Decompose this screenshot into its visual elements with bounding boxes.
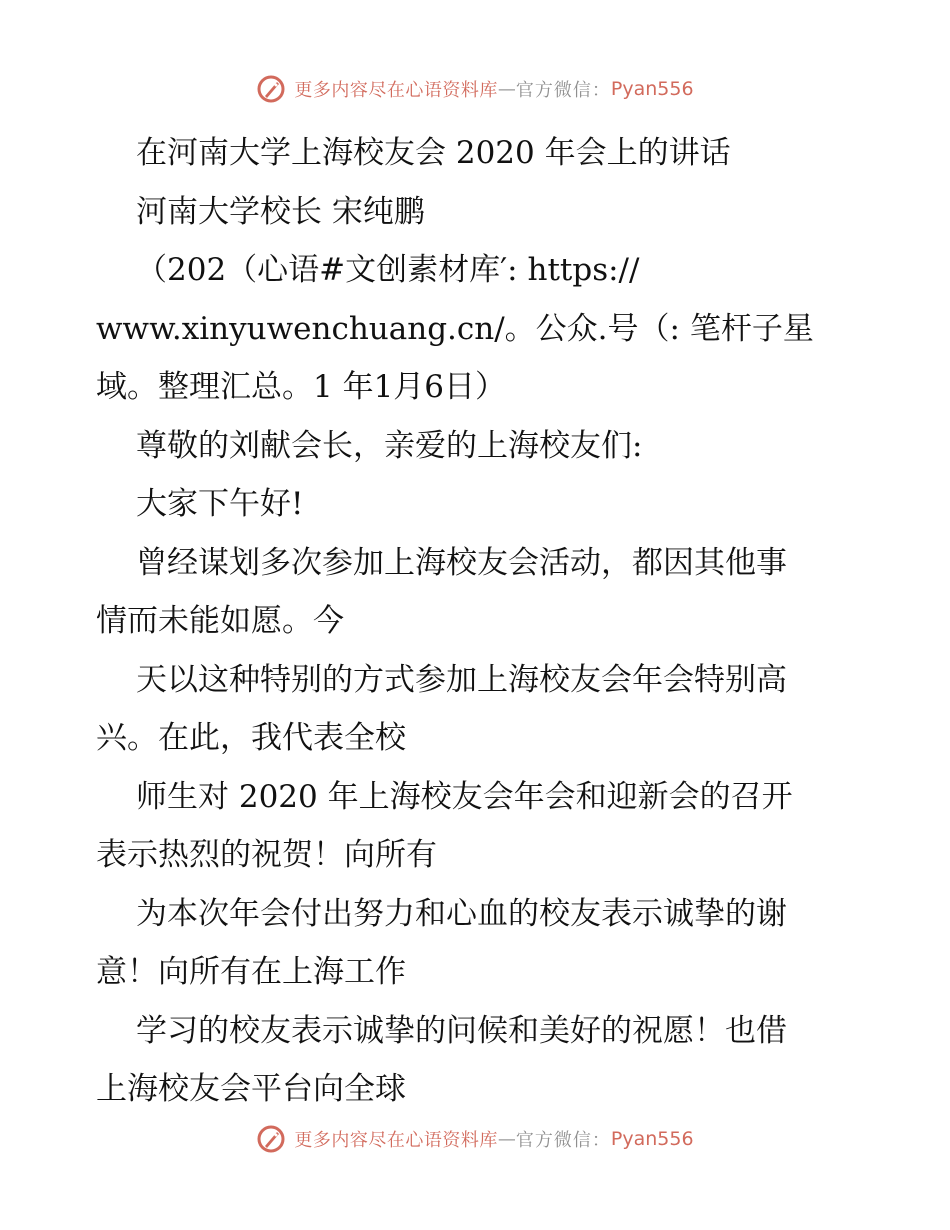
- watermark-main-text: 更多内容尽在心语资料库: [294, 80, 498, 101]
- document-line: 学习的校友表示诚挚的问候和美好的祝愿！也借: [136, 1012, 787, 1049]
- watermark-official-label: 官方微信：: [515, 1130, 611, 1151]
- document-line: 尊敬的刘献会长，亲爱的上海校友们:: [136, 427, 643, 464]
- document-line: 大家下午好!: [136, 486, 304, 522]
- document-line: 意！向所有在上海工作: [96, 954, 406, 990]
- watermark-wechat-id: Pyan556: [610, 78, 694, 100]
- pen-nib-logo-icon: [256, 74, 286, 104]
- document-line: （202（心语#文创素材库′: https://: [136, 252, 640, 288]
- document-line: 曾经谋划多次参加上海校友会活动，都因其他事: [136, 544, 787, 581]
- document-line: 天以这种特别的方式参加上海校友会年会特别高: [136, 661, 787, 698]
- pen-nib-logo-icon: [256, 1124, 286, 1154]
- watermark-header: [0, 72, 950, 106]
- document-line: 表示热烈的祝贺！向所有: [96, 837, 437, 873]
- document-line: 在河南大学上海校友会 2020 年会上的讲话: [136, 135, 731, 171]
- document-line: 河南大学校长 宋纯鹏: [136, 193, 425, 230]
- watermark-main-text: 更多内容尽在心语资料库: [294, 1130, 498, 1151]
- document-line: 为本次年会付出努力和心血的校友表示诚挚的谢: [136, 895, 787, 932]
- document-line: 情而未能如愿。今: [96, 603, 344, 639]
- watermark-official-label: 官方微信：: [515, 80, 611, 101]
- document-line: www.xinyuwenchuang.cn/。公众.号（: 笔杆子星: [96, 310, 814, 347]
- document-line: 师生对 2020 年上海校友会年会和迎新会的召开: [136, 778, 793, 815]
- document-line: 上海校友会平台向全球: [96, 1071, 406, 1107]
- watermark-dash: —: [497, 78, 516, 100]
- watermark-dash: —: [497, 1128, 516, 1150]
- document-line: 域。整理汇总。1 年1月6日）: [96, 369, 507, 405]
- watermark-wechat-id: Pyan556: [610, 1128, 694, 1150]
- watermark-footer: [0, 1122, 950, 1156]
- document-line: 兴。在此，我代表全校: [96, 720, 406, 756]
- document-body: [96, 124, 856, 1119]
